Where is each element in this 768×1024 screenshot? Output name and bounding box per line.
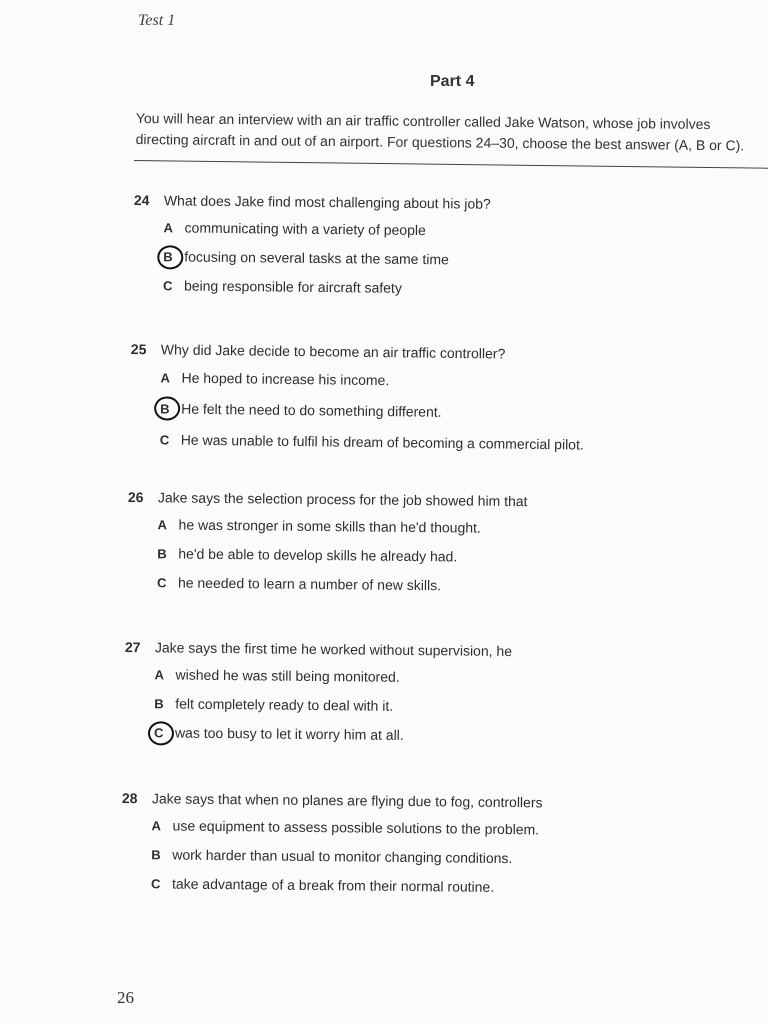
question-number: 24 [133,191,150,209]
option-c[interactable] [121,869,542,902]
question-27 [124,636,512,751]
question-number: 26 [127,488,144,506]
option-a[interactable] [133,213,490,246]
option-letter: A [154,667,165,683]
question-28 [121,787,543,902]
running-head: Test 1 [138,12,176,29]
option-letter: C [156,575,167,591]
question-text: Jake says that when no planes are flying due to fog, controllers [151,790,543,811]
option-letter: C [150,876,161,892]
option-text: He was unable to fulfil his dream of becoming a commercial pilot. [180,431,584,453]
option-a[interactable] [127,510,527,543]
question-25 [130,338,585,461]
page-number: 26 [117,988,134,1007]
option-text: being responsible for aircraft safety [183,277,402,296]
option-b-circled[interactable] [133,242,490,275]
option-text: wished he was still being monitored. [175,666,400,685]
option-a[interactable] [121,811,542,844]
option-a[interactable] [124,660,511,693]
option-text: was too busy to let it worry him at all. [174,724,404,743]
option-text: work harder than usual to monitor changing conditions. [172,846,513,867]
question-text: Jake says the selection process for the job showed him that [157,489,528,510]
option-c-circled[interactable] [124,718,511,751]
option-letter: A [151,818,162,834]
instructions-line: directing aircraft in and out of an airport. For questions 24–30, choose the best answer (A, B or C). [135,130,745,154]
question-26 [127,486,528,601]
option-text: he'd be able to develop skills he already had. [178,545,458,565]
option-letter: C [162,278,173,294]
option-text: take advantage of a break from their normal routine. [171,875,495,895]
question-number: 28 [121,789,138,807]
part-title: Part 4 [430,73,475,90]
option-letter: B [154,696,164,712]
option-text: use equipment to assess possible solutions to the problem. [172,817,540,838]
question-24 [133,189,491,304]
option-text: he needed to learn a number of new skills. [177,574,442,594]
option-c[interactable] [130,424,584,461]
option-letter: C [154,719,175,747]
divider-rule [134,160,768,169]
option-letter: B [157,546,167,562]
option-b[interactable] [124,689,511,722]
option-letter: A [163,220,174,236]
option-text: he was stronger in some skills than he'd thought. [178,516,481,536]
option-letter: B [163,243,184,271]
instructions-line: You will hear an interview with an air traffic controller called Jake Watson, whose job involves [135,109,711,133]
option-letter: B [151,847,161,863]
option-letter: A [160,370,170,386]
option-text: He felt the need to do something different. [181,400,442,420]
question-text: Jake says the first time he worked without supervision, he [154,639,513,660]
question-number: 25 [130,340,147,358]
option-letter: A [157,517,168,533]
option-text: focusing on several tasks at the same time [184,248,449,268]
option-text: felt completely ready to deal with it. [175,695,394,714]
option-b[interactable] [121,840,542,873]
option-letter: C [159,432,170,448]
question-text: What does Jake find most challenging about his job? [163,192,491,212]
option-text: He hoped to increase his income. [181,369,390,389]
option-c[interactable] [133,271,490,304]
instructions [136,108,768,157]
option-c[interactable] [127,568,527,601]
question-number: 27 [124,638,141,656]
question-text: Why did Jake decide to become an air traffic controller? [160,341,506,362]
option-letter: B [160,394,181,424]
option-b[interactable] [127,539,527,572]
option-text: communicating with a variety of people [184,219,426,239]
